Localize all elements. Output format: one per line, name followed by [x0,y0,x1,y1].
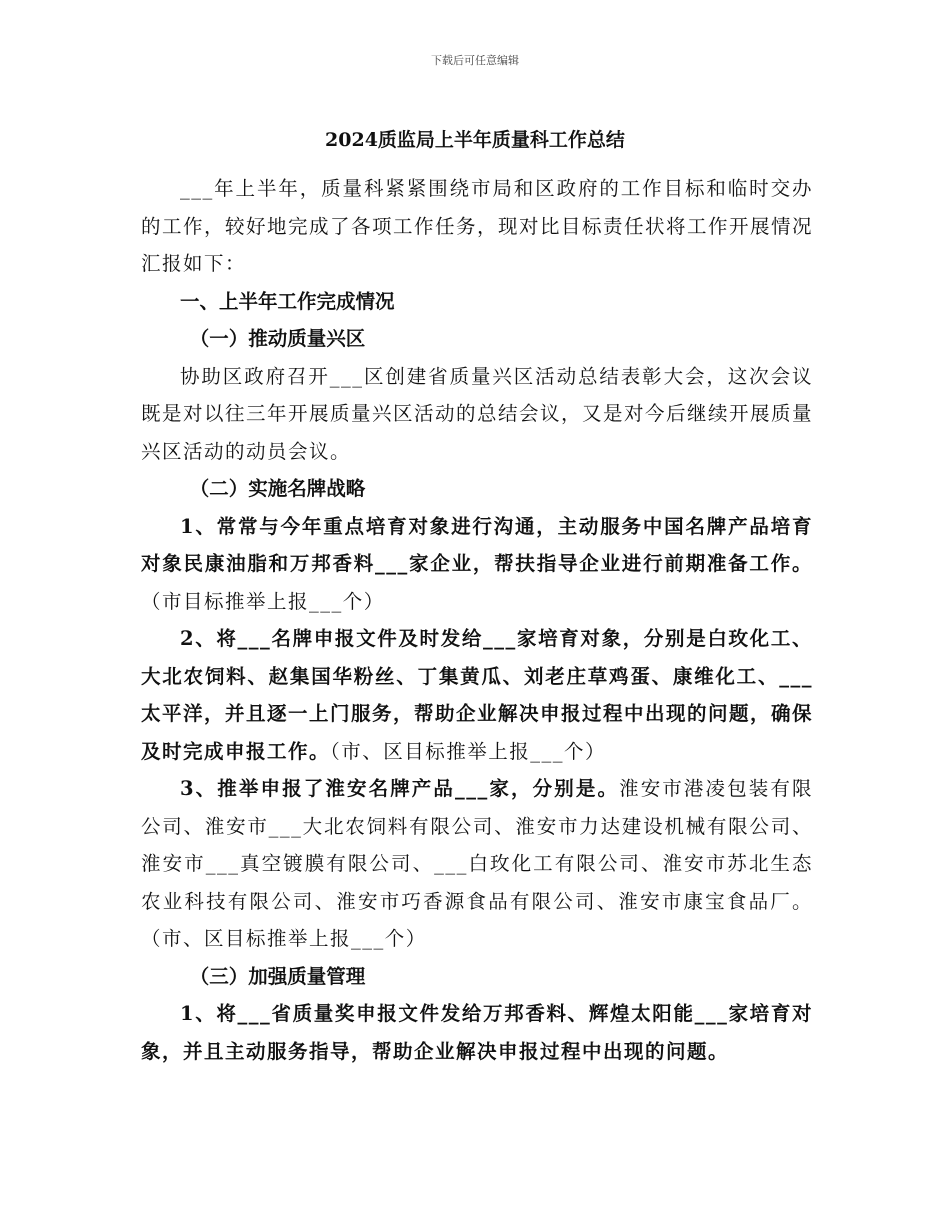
header-note: 下载后可任意编辑 [431,54,519,67]
document-title: 2024质监局上半年质量科工作总结 [325,129,625,151]
subsection-heading-1: （一）推动质量兴区 [189,327,366,350]
intro-paragraph: ___年上半年，质量科紧紧围绕市局和区政府的工作目标和临时交办的工作，较好地完成了各项工作任务，现对比目标责任状将工作开展情况汇报如下： [141,177,814,275]
item-2-paragraph [141,620,813,770]
item-1-paragraph [141,508,813,621]
item-3-bold-text: 3、推举申报了淮安名牌产品___家，分别是。 [180,777,620,800]
item-2-bold-text: 2、将___名牌申报文件及时发给___家培育对象，分别是白玫化工、大北农饲料、赵集国华粉丝、丁集黄瓜、刘老庄草鸡蛋、康维化工、___太平洋，并且逐一上门服务，帮助企业解决申报过程中出现的问题，确保及时完成申报工作。 [141,627,814,763]
item-3-paragraph [141,770,813,958]
subsection-1-paragraph: 协助区政府召开___区创建省质量兴区活动总结表彰大会，这次会议既是对以往三年开展质量兴区活动的总结会议，又是对今后继续开展质量兴区活动的动员会议。 [141,364,814,463]
item-4-paragraph: 1、将___省质量奖申报文件发给万邦香料、辉煌太阳能___家培育对象，并且主动服务指导，帮助企业解决申报过程中出现的问题。 [141,1002,813,1063]
section-heading: 一、上半年工作完成情况 [180,289,395,313]
subsection-heading-3: （三）加强质量管理 [189,964,366,988]
item-2-note: （市、区目标推举上报___个） [330,739,607,763]
item-1-note: （市目标推举上报___个） [141,589,385,613]
subsection-heading-2: （二）实施名牌战略 [189,477,366,500]
item-1-bold-text: 1、常常与今年重点培育对象进行沟通，主动服务中国名牌产品培育对象民康油脂和万邦香料___家企业，帮扶指导企业进行前期准备工作。 [141,514,813,575]
item-3-list: 淮安市港凌包装有限公司、淮安市___大北农饲料有限公司、淮安市力达建设机械有限公司、淮安市___真空镀膜有限公司、___白玫化工有限公司、淮安市苏北生态农业科技有限公司、淮安市巧香源食品有限公司、淮安市康宝食品厂。（市、区目标推举上报___个） [141,777,813,950]
document-body [141,170,813,1070]
